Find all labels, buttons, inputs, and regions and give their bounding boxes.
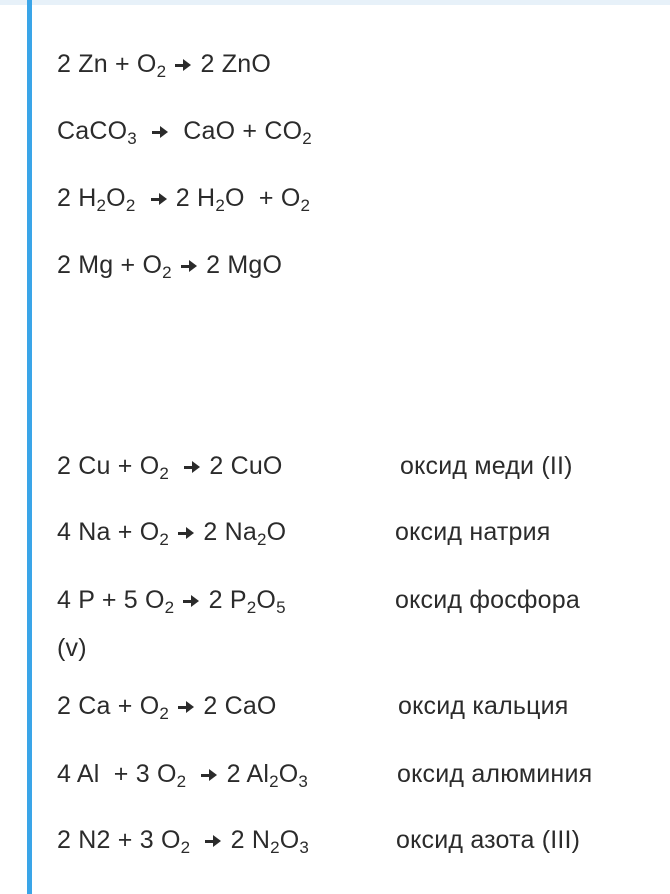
top-border <box>0 0 670 5</box>
arrow-icon <box>205 835 221 847</box>
arrow-icon <box>183 595 199 607</box>
equation-p: 4 P + 5 $O_2$ 2 $P_2O_5$ <box>57 586 286 617</box>
oxide-name-p: оксид фосфора <box>395 586 580 614</box>
equation-n: 2 N2 + 3 $O_2$ 2 $N_2O_3$ <box>57 826 310 857</box>
arrow-icon <box>181 260 197 272</box>
equation-al: 4 Al + 3 $O_2$ 2 $Al_2O_3$ <box>57 760 309 791</box>
oxide-valence-p: (v) <box>57 634 87 662</box>
equation-ca: 2 $Ca + O_2$ 2 CaO <box>57 692 277 723</box>
arrow-icon <box>201 769 217 781</box>
arrow-icon <box>152 126 168 138</box>
arrow-icon <box>175 59 191 71</box>
oxide-name-cu: оксид меди (II) <box>400 452 573 480</box>
oxide-name-al: оксид алюминия <box>397 760 593 788</box>
oxide-name-n: оксид азота (III) <box>396 826 581 854</box>
left-accent-rule <box>27 0 32 894</box>
equation-mg: 2 $Mg + O_2$ 2 MgO <box>57 251 283 282</box>
arrow-icon <box>178 701 194 713</box>
equation-h2o2: 2 $H_2O_2$ 2 $H_2O + O_2$ <box>57 184 311 215</box>
equation-caco3: CaCO$_3$ CaO + $CO_2$ <box>57 117 312 148</box>
arrow-icon <box>151 193 167 205</box>
equation-zn: 2 $Zn + O_2$ 2 ZnO <box>57 50 272 81</box>
oxide-name-na: оксид натрия <box>395 518 551 546</box>
arrow-icon <box>178 527 194 539</box>
equation-cu: 2 $Cu + O_2$ 2 CuO <box>57 452 283 483</box>
arrow-icon <box>184 461 200 473</box>
oxide-name-ca: оксид кальция <box>398 692 569 720</box>
equation-na: 4 $Na + O_2$ 2 $Na_2O$ <box>57 518 287 549</box>
